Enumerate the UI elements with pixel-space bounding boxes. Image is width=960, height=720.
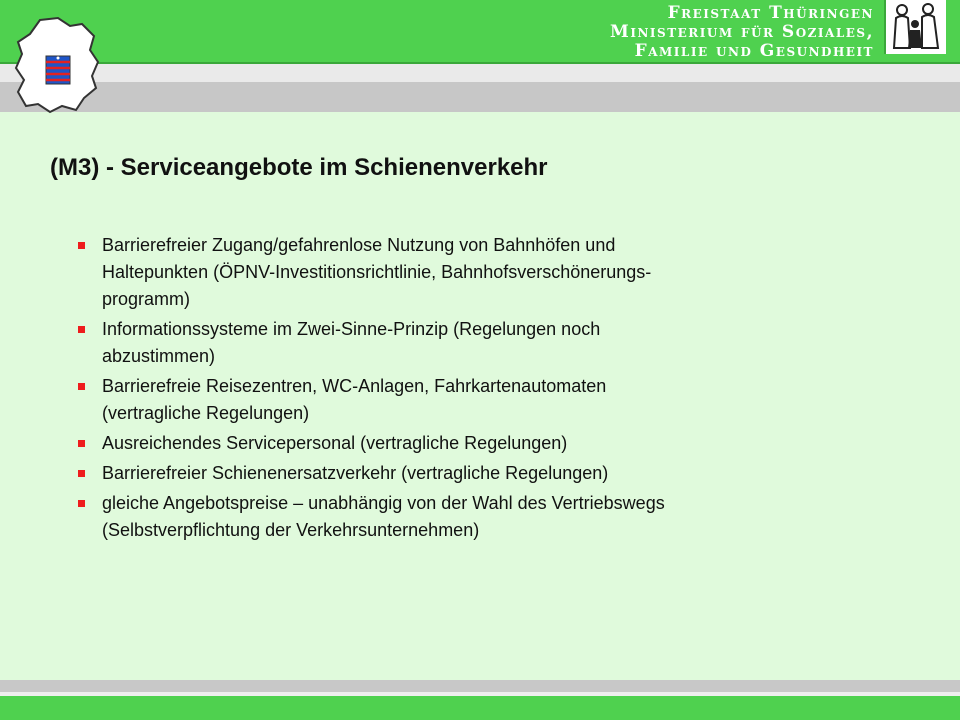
bullet-square-icon — [78, 326, 85, 333]
list-item-line: gleiche Angebotspreise – unabhängig von der Wahl des Vertriebswegs — [102, 493, 665, 513]
ministry-name — [574, 4, 874, 61]
list-item-line: (Selbstverpflichtung der Verkehrsunternehmen) — [102, 520, 480, 540]
list-item-line: Informationssysteme im Zwei-Sinne-Prinzip (Regelungen noch — [102, 319, 601, 339]
list-item — [78, 490, 868, 544]
family-logo — [884, 0, 946, 54]
list-item-line: (vertragliche Regelungen) — [102, 403, 310, 423]
list-item-line: Ausreichendes Servicepersonal (vertragliche Regelungen) — [102, 433, 568, 453]
ministry-line-3: Familie und Gesundheit — [634, 41, 874, 61]
ministry-line-2: Ministerium für Soziales, — [610, 22, 874, 42]
list-item — [78, 460, 868, 487]
ministry-line-1: Freistaat Thüringen — [667, 3, 874, 23]
family-figures-logo-icon — [886, 0, 946, 54]
footer-strip-gray — [0, 680, 960, 692]
slide-title: (M3) - Serviceangebote im Schienenverkehr — [50, 154, 548, 181]
footer-band — [0, 696, 960, 720]
list-item — [78, 232, 868, 313]
bullet-square-icon — [78, 242, 85, 249]
bullet-square-icon — [78, 500, 85, 507]
bullet-square-icon — [78, 440, 85, 447]
header-strip-light — [0, 64, 960, 82]
list-item-line: abzustimmen) — [102, 346, 216, 366]
list-item — [78, 430, 868, 457]
bullet-square-icon — [78, 383, 85, 390]
list-item — [78, 316, 868, 370]
list-item-line: Barrierefreier Zugang/gefahrenlose Nutzung von Bahnhöfen und — [102, 235, 616, 255]
list-item — [78, 373, 868, 427]
list-item-line: programm) — [102, 289, 191, 309]
bullet-square-icon — [78, 470, 85, 477]
header-strip-gray — [0, 82, 960, 112]
list-item-line: Barrierefreie Reisezentren, WC-Anlagen, Fahrkartenautomaten — [102, 376, 607, 396]
list-item-line: Haltepunkten (ÖPNV-Investitionsrichtlinie, Bahnhofsverschönerungs- — [102, 262, 652, 282]
thuringia-map-icon — [12, 14, 102, 114]
bullet-list — [78, 232, 868, 547]
list-item-line: Barrierefreier Schienenersatzverkehr (vertragliche Regelungen) — [102, 463, 609, 483]
